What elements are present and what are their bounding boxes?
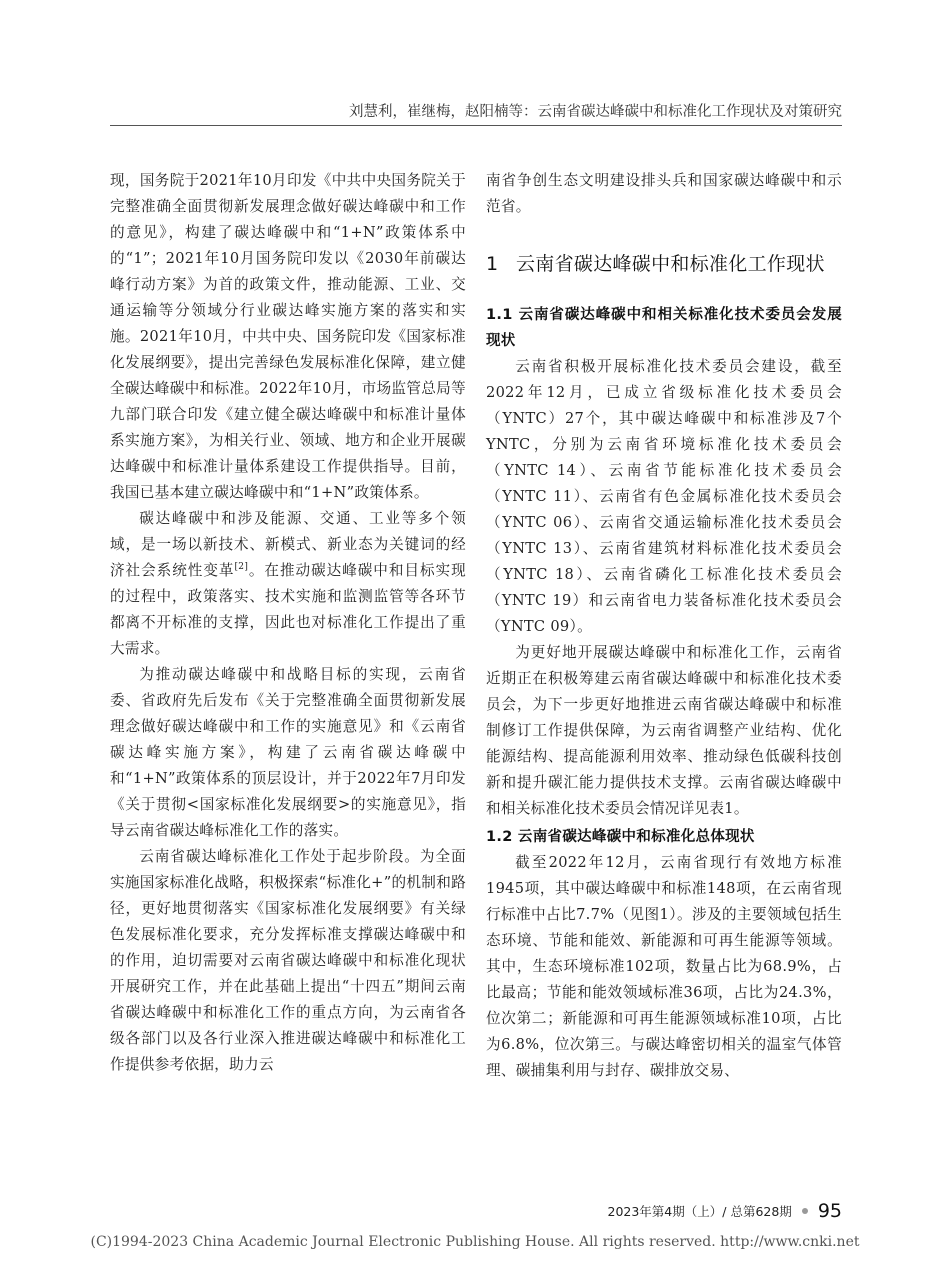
paragraph-text: 碳达峰碳中和涉及能源、交通、工业等多个领域，是一场以新技术、新模式、新业态为关键词的经济社会系统性变革 <box>110 510 466 579</box>
copyright-notice: (C)1994-2023 China Academic Journal Electronic Publishing House. All rights reserved. http://www.cnki.net <box>90 1234 860 1250</box>
paragraph: 云南省积极开展标准化技术委员会建设，截至2022年12月，已成立省级标准化技术委员会（YNTC）27个，其中碳达峰碳中和标准涉及7个YNTC，分别为云南省环境标准化技术委员会（YNTC 14）、云南省节能标准化技术委员会（YNTC 11）、云南省有色金属标准化技术委员会（YNTC 06）、云南省交通运输标准化技术委员会（YNTC 13）、云南省建筑材料标准化技术委员会（YNTC 18）、云南省磷化工标准化技术委员会（YNTC 19）和云南省电力装备标准化技术委员会（YNTC 09）。 <box>486 358 842 635</box>
paragraph: 为推动碳达峰碳中和战略目标的实现，云南省委、省政府先后发布《关于完整准确全面贯彻新发展理念做好碳达峰碳中和工作的实施意见》和《云南省碳达峰实施方案》，构建了云南省碳达峰碳中和“1+N”政策体系的顶层设计，并于2022年7月印发《关于贯彻<国家标准化发展纲要>的实施意见》，指导云南省碳达峰标准化工作的落实。 <box>110 666 466 839</box>
bullet-dot-icon <box>802 1208 808 1214</box>
running-header: 刘慧利，崔继梅，赵阳楠等：云南省碳达峰碳中和标准化工作现状及对策研究 <box>349 104 842 120</box>
subsection-heading: 1.2 云南省碳达峰碳中和标准化总体现状 <box>486 829 755 845</box>
paragraph: 云南省碳达峰标准化工作处于起步阶段。为全面实施国家标准化战略，积极探索“标准化+”的机制和路径，更好地贯彻落实《国家标准化发展纲要》有关绿色发展标准化要求，充分发挥标准支撑碳达峰碳中和的作用，迫切需要对云南省碳达峰碳中和标准化现状开展研究工作，并在此基础上提出“十四五”期间云南省碳达峰碳中和标准化工作的重点方向，为云南省各级各部门以及各行业深入推进碳达峰碳中和标准化工作提供参考依据，助力云 <box>110 848 466 1073</box>
citation-ref[interactable]: [2] <box>234 562 249 573</box>
section-heading <box>486 249 842 279</box>
issue-info: 2023年第4期（上）/ 总第628期 <box>607 1204 792 1219</box>
page-footer <box>608 1200 843 1222</box>
left-column <box>110 168 466 1078</box>
header-rule <box>110 125 842 126</box>
right-column <box>486 168 842 1084</box>
paragraph <box>110 506 466 662</box>
paragraph-text: 。在推动碳达峰碳中和目标实现的过程中，政策落实、技术实施和监测监管等各环节都离不开标准的支撑，因此也对标准化工作提出了重大需求。 <box>110 562 467 657</box>
page-number: 95 <box>817 1200 842 1222</box>
section-title: 云南省碳达峰碳中和标准化工作现状 <box>516 253 825 275</box>
paragraph: 截至2022年12月，云南省现行有效地方标准1945项，其中碳达峰碳中和标准148项，在云南省现行标准中占比7.7%（见图1）。涉及的主要领域包括生态环境、节能和能效、新能源和可再生能源等领域。其中，生态环境标准102项，数量占比为68.9%，占比最高；节能和能效领域标准36项，占比为24.3%，位次第二；新能源和可再生能源领域标准10项，占比为6.8%，位次第三。与碳达峰密切相关的温室气体管理、碳捕集利用与封存、碳排放交易、 <box>486 854 842 1079</box>
paragraph: 为更好地开展碳达峰碳中和标准化工作，云南省近期正在积极筹建云南省碳达峰碳中和标准化技术委员会，为下一步更好地推进云南省碳达峰碳中和标准制修订工作提供保障，为云南省调整产业结构、优化能源结构、提高能源利用效率、推动绿色低碳科技创新和提升碳汇能力提供技术支撑。云南省碳达峰碳中和相关标准化技术委员会情况详见表1。 <box>486 644 842 817</box>
paragraph: 南省争创生态文明建设排头兵和国家碳达峰碳中和示范省。 <box>486 172 842 215</box>
subsection-heading: 1.1 云南省碳达峰碳中和相关标准化技术委员会发展现状 <box>486 307 842 349</box>
paragraph: 现，国务院于2021年10月印发《中共中央国务院关于完整准确全面贯彻新发展理念做好碳达峰碳中和工作的意见》，构建了碳达峰碳中和“1+N”政策体系中的“1”；2021年10月国务院印发以《2030年前碳达峰行动方案》为首的政策文件，推动能源、工业、交通运输等分领域分行业碳达峰实施方案的落实和实施。2021年10月，中共中央、国务院印发《国家标准化发展纲要》，提出完善绿色发展标准化保障，建立健全碳达峰碳中和标准。2022年10月，市场监管总局等九部门联合印发《建立健全碳达峰碳中和标准计量体系实施方案》，为相关行业、领域、地方和企业开展碳达峰碳中和标准计量体系建设工作提供指导。目前，我国已基本建立碳达峰碳中和“1+N”政策体系。 <box>110 172 466 501</box>
section-number: 1 <box>486 253 499 275</box>
